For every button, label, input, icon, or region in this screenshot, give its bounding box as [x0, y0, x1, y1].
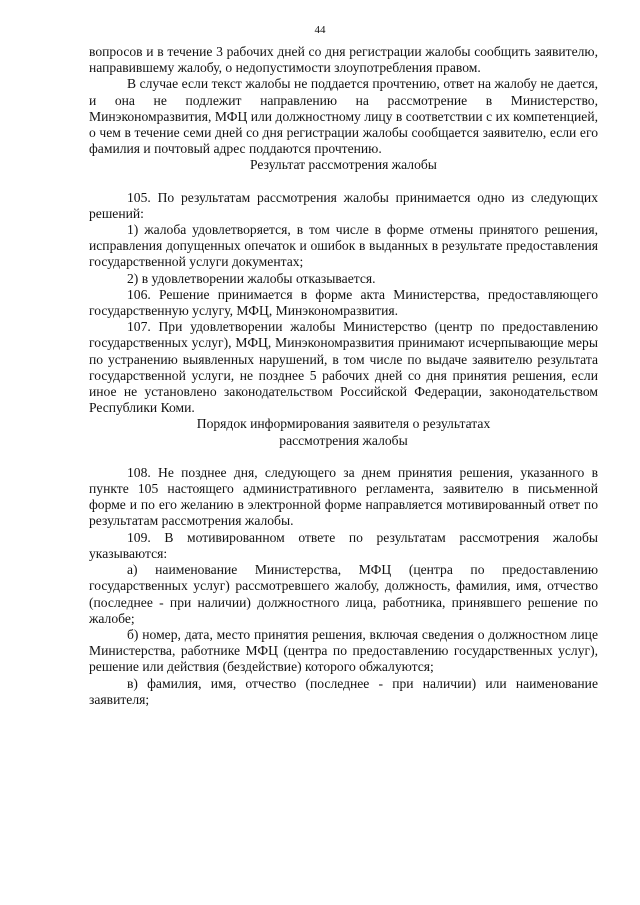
paragraph: а) наименование Министерства, МФЦ (центра по предоставлению государственных услуг) рассмотревшего жалобу, должность, фамилия, имя, отчество (последнее - при наличии) должностного лица, работника, принявшего решение по жалобе;	[89, 562, 598, 626]
page-number: 44	[314, 24, 326, 36]
paragraph: вопросов и в течение 3 рабочих дней со дня регистрации жалобы сообщить заявителю, направившему жалобу, о недопустимости злоупотребления правом.	[89, 44, 598, 76]
section-heading	[89, 416, 598, 448]
paragraph: б) номер, дата, место принятия решения, включая сведения о должностном лице Министерства, работнике МФЦ (центра по предоставлению государственных услуг), решение или действия (бездействие) которого обжалуются;	[89, 626, 598, 675]
section-heading-line: Порядок информирования заявителя о результатах	[196, 416, 491, 432]
section-heading-line: рассмотрения жалобы	[279, 432, 408, 448]
paragraph: 1) жалоба удовлетворяется, в том числе в форме отмены принятого решения, исправления допущенных опечаток и ошибок в выданных в результате предоставления государственной услуги документах;	[89, 222, 598, 270]
paragraph: 105. По результатам рассмотрения жалобы принимается одно из следующих решений:	[89, 189, 598, 221]
spacer	[89, 174, 598, 190]
section-heading-line: Результат рассмотрения жалобы	[250, 157, 437, 173]
paragraph: 2) в удовлетворении жалобы отказывается.	[127, 270, 376, 286]
paragraph: 106. Решение принимается в форме акта Министерства, предоставляющего государственную услугу, МФЦ, Минэкономразвития.	[89, 286, 598, 319]
paragraph: 107. При удовлетворении жалобы Министерство (центр по предоставлению государственных услуг), МФЦ, Минэкономразвития принимают исчерпывающие меры по устранению выявленных нарушений, в том числе по выдаче заявителю результата государственной услуги, не позднее 5 рабочих дней со дня принятия решения, если иное не установлено законодательством Российской Федерации, законодательством Республики Коми.	[89, 319, 598, 416]
paragraph: 108. Не позднее дня, следующего за днем принятия решения, указанного в пункте 105 настоящего административного регламента, заявителю в письменной форме и по его желанию в электронной форме направляется мотивированный ответ по результатам рассмотрения жалобы.	[89, 464, 598, 529]
section-heading	[89, 157, 598, 173]
paragraph: В случае если текст жалобы не поддается прочтению, ответ на жалобу не дается, и она не подлежит направлению на рассмотрение в Министерство, Минэкономразвития, МФЦ или должностному лицу в соответствии с их компетенцией, о чем в течение семи дней со дня регистрации жалобы сообщается заявителю, если его фамилия и почтовый адрес поддаются прочтению.	[89, 76, 598, 157]
paragraph: 109. В мотивированном ответе по результатам рассмотрения жалобы указываются:	[89, 529, 598, 561]
paragraph: в) фамилия, имя, отчество (последнее - при наличии) или наименование заявителя;	[89, 675, 598, 707]
spacer	[89, 449, 598, 465]
document-body	[89, 44, 598, 708]
